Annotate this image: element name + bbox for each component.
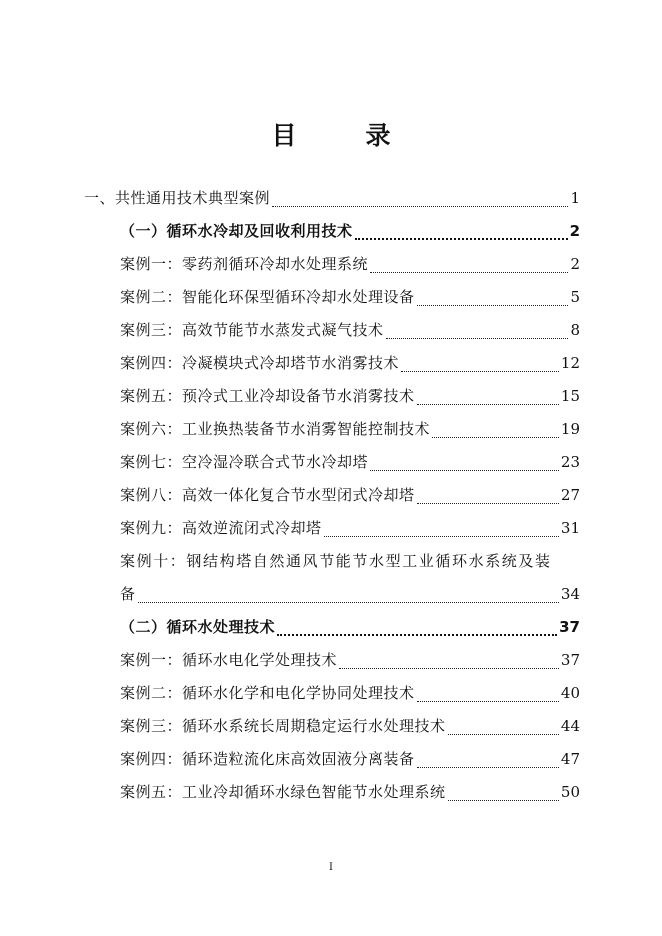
- leader-dots: [432, 437, 559, 438]
- toc-entry-label: 案例八：高效一体化复合节水型闭式冷却塔: [120, 486, 415, 504]
- leader-dots: [370, 470, 559, 471]
- toc-entry-label: （一）循环水冷却及回收利用技术: [120, 222, 353, 240]
- toc-entry-label: （二）循环水处理技术: [120, 618, 276, 636]
- toc-entry-page: 37: [559, 618, 580, 636]
- leader-dots: [138, 602, 559, 603]
- toc-entry-case[interactable]: [120, 479, 580, 511]
- toc-entry-label: 案例三：循环水系统长周期稳定运行水处理技术: [120, 717, 446, 735]
- toc-entry-subsection-2[interactable]: [120, 611, 580, 643]
- toc-entry-label: 案例六：工业换热装备节水消雾智能控制技术: [120, 420, 431, 438]
- toc-entry-section-1[interactable]: [84, 182, 580, 214]
- toc-entry-label: 案例四：循环造粒流化床高效固液分离装备: [120, 750, 415, 768]
- toc-entry-page: 23: [560, 453, 580, 471]
- toc-entry-case[interactable]: [120, 644, 580, 676]
- toc-entry-subsection-1[interactable]: [120, 215, 580, 247]
- leader-dots: [417, 767, 559, 768]
- toc-entry-page: 50: [560, 783, 580, 801]
- toc-entry-case[interactable]: [120, 446, 580, 478]
- toc-entry-label: 案例二：循环水化学和电化学协同处理技术: [120, 684, 415, 702]
- toc-entry-case[interactable]: [120, 347, 580, 379]
- leader-dots: [448, 800, 559, 801]
- toc-entry-label: 备: [120, 585, 136, 603]
- leader-dots: [417, 503, 559, 504]
- toc-entry-page: 19: [560, 420, 580, 438]
- toc-entry-label: 案例三：高效节能节水蒸发式凝气技术: [120, 321, 384, 339]
- toc-entry-case[interactable]: [120, 314, 580, 346]
- toc-entry-label: 案例五：工业冷却循环水绿色智能节水处理系统: [120, 783, 446, 801]
- toc-entry-page: 44: [560, 717, 580, 735]
- leader-dots: [417, 404, 559, 405]
- toc-entry-page: 15: [560, 387, 580, 405]
- toc-entry-page: 8: [570, 321, 580, 339]
- toc-entry-case[interactable]: [120, 512, 580, 544]
- toc-entry-page: 2: [569, 222, 580, 240]
- toc-entry-case[interactable]: [120, 710, 580, 742]
- leader-dots: [448, 734, 559, 735]
- toc-entry-label: 一、共性通用技术典型案例: [84, 189, 271, 207]
- leader-dots: [386, 338, 568, 339]
- leader-dots: [339, 668, 559, 669]
- leader-dots: [324, 536, 559, 537]
- toc-entry-label: 案例一：循环水电化学处理技术: [120, 651, 338, 669]
- leader-dots: [272, 206, 568, 207]
- toc-entry-label: 案例七：空冷湿冷联合式节水冷却塔: [120, 453, 369, 471]
- toc-entry-label: 案例四：冷凝模块式冷却塔节水消雾技术: [120, 354, 400, 372]
- toc-entry-page: 47: [560, 750, 580, 768]
- toc-entry-label: 案例十：钢结构塔自然通风节能节水型工业循环水系统及装: [120, 552, 552, 570]
- toc-entry-page: 40: [560, 684, 580, 702]
- leader-dots: [277, 634, 557, 636]
- toc-entry-case[interactable]: [120, 380, 580, 412]
- toc-entry-page: 27: [560, 486, 580, 504]
- toc-entry-label: 案例一：零药剂循环冷却水处理系统: [120, 255, 369, 273]
- leader-dots: [417, 701, 559, 702]
- toc-entry-page: 37: [560, 651, 580, 669]
- leader-dots: [401, 371, 559, 372]
- toc-entry-case[interactable]: [120, 413, 580, 445]
- toc-entry-case-line-1[interactable]: [120, 545, 580, 577]
- leader-dots: [370, 272, 568, 273]
- toc-entry-case[interactable]: [120, 743, 580, 775]
- toc-entry-label: 案例二：智能化环保型循环冷却水处理设备: [120, 288, 415, 306]
- toc-entry-page: 12: [560, 354, 580, 372]
- toc-entry-page: 34: [560, 585, 580, 603]
- leader-dots: [417, 305, 568, 306]
- leader-dots: [355, 238, 568, 240]
- toc-entry-page: 5: [570, 288, 580, 306]
- toc-entry-label: 案例五：预冷式工业冷却设备节水消雾技术: [120, 387, 415, 405]
- toc-entry-case[interactable]: [120, 776, 580, 808]
- toc-entry-case[interactable]: [120, 248, 580, 280]
- toc-entry-page: 2: [570, 255, 580, 273]
- toc-entry-label: 案例九：高效逆流闭式冷却塔: [120, 519, 322, 537]
- toc-entry-case-line-2[interactable]: [120, 578, 580, 610]
- toc-entry-page: 1: [570, 189, 580, 207]
- page-title: 目 录: [271, 121, 413, 150]
- toc-entry-page: 31: [560, 519, 580, 537]
- toc-entry-case[interactable]: [120, 281, 580, 313]
- page-number: I: [329, 862, 333, 873]
- toc-entry-case[interactable]: [120, 677, 580, 709]
